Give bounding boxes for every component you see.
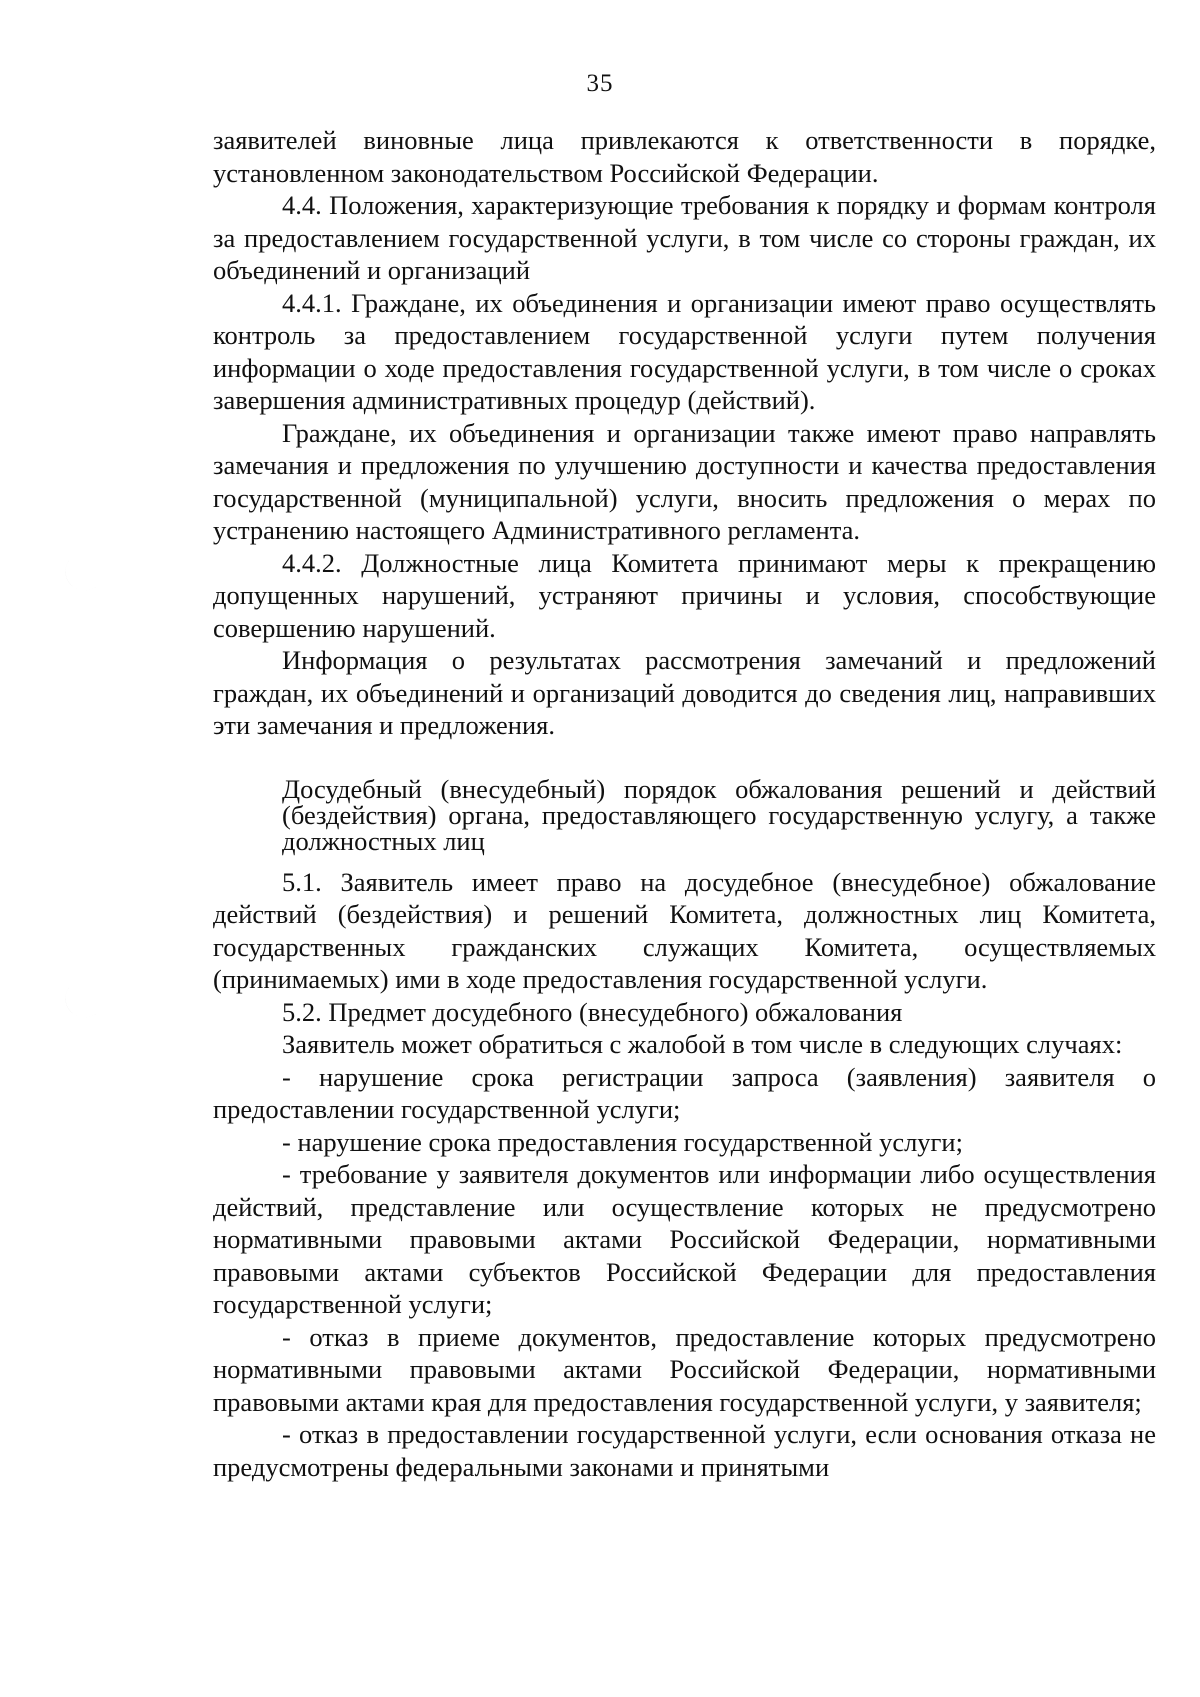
paragraph: 4.4.2. Должностные лица Комитета принимают меры к прекращению допущенных нарушений, устраняют причины и условия, способствующие совершению нарушений. (213, 547, 1156, 643)
paragraph: 5.2. Предмет досудебного (внесудебного) обжалования (282, 996, 903, 1027)
page-number: 35 (586, 70, 614, 97)
paragraph: Заявитель может обратиться с жалобой в том числе в следующих случаях: (282, 1029, 1123, 1059)
hole-punch-mark-icon (62, 983, 102, 1023)
list-item: - нарушение срока предоставления государственной услуги; (282, 1126, 963, 1157)
list-item: - нарушение срока регистрации запроса (заявления) заявителя о предоставлении государственной услуги; (213, 1061, 1156, 1124)
list-item: - требование у заявителя документов или информации либо осуществления действий, представление или осуществление которых не предусмотрено нормативными правовыми актами Российской Федерации, нормативными правовыми актами субъектов Российской Федерации для предоставления государственной услуги; (213, 1159, 1156, 1319)
list-item: - отказ в приеме документов, предоставление которых предусмотрено нормативными правовыми актами Российской Федерации, нормативными правовыми актами края для предоставления государственной услуги, у заявителя; (213, 1321, 1156, 1417)
paragraph: Информация о результатах рассмотрения замечаний и предложений граждан, их объединений и организаций доводится до сведения лиц, направивших эти замечания и предложения. (213, 645, 1156, 740)
document-body (213, 124, 1156, 1483)
section-heading-5: Досудебный (внесудебный) порядок обжалования решений и действий (бездействия) органа, предоставляющего государственную услугу, а также должностных лиц (282, 773, 1156, 856)
paragraph: заявителей виновные лица привлекаются к ответственности в порядке, установленном законодательством Российской Федерации. (213, 125, 1156, 188)
list-item: - отказ в предоставлении государственной услуги, если основания отказа не предусмотрены федеральными законами и принятыми (213, 1419, 1156, 1482)
paragraph: 5.1. Заявитель имеет право на досудебное (внесудебное) обжалование действий (бездействия) и решений Комитета, должностных лиц Комитета, государственных гражданских служащих Комитета, осуществляемых (принимаемых) ими в ходе предоставления государственной услуги. (213, 866, 1156, 994)
paragraph: 4.4.1. Граждане, их объединения и организации имеют право осуществлять контроль за предоставлением государственной услуги путем получения информации о ходе предоставления государственной услуги, в том числе о сроках завершения административных процедур (действий). (213, 287, 1156, 415)
section-heading-4-4: 4.4. Положения, характеризующие требования к порядку и формам контроля за предоставлением государственной услуги, в том числе со стороны граждан, их объединений и организаций (213, 190, 1156, 285)
hole-punch-mark-icon (62, 556, 102, 596)
paragraph: Граждане, их объединения и организации также имеют право направлять замечания и предложения по улучшению доступности и качества предоставления государственной (муниципальной) услуги, вносить предложения о мерах по устранению настоящего Административного регламента. (213, 417, 1156, 545)
